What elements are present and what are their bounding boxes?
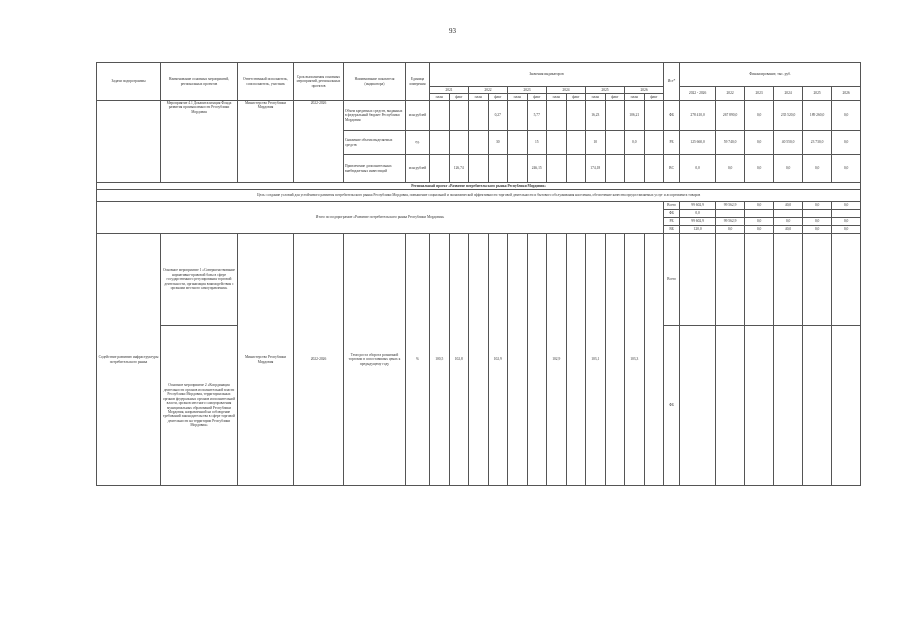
fact-label: факт	[488, 94, 508, 101]
cell-fin: 0,0	[745, 218, 774, 226]
plan-label: план	[430, 94, 450, 101]
cell-value	[644, 131, 664, 155]
cell-fin: 0,0	[832, 131, 861, 155]
cell-value	[469, 155, 489, 183]
cell-fin: 0,0	[774, 218, 803, 226]
cell-fin: 0,0	[680, 155, 716, 183]
fact-label: факт	[644, 94, 664, 101]
cell-source: ФБ	[664, 326, 680, 486]
cell-value	[644, 234, 664, 486]
cell-fin-empty	[680, 234, 716, 326]
fin-year-total: 2022 - 2026	[680, 87, 716, 101]
cell-value: 0,27	[488, 101, 508, 131]
cell-responsible: Министерство Республики Мордовия	[238, 101, 294, 183]
cell-fin: 120,0	[680, 226, 716, 234]
cell-fin: 99 562,9	[716, 202, 745, 210]
fin-year-2023: 2023	[745, 87, 774, 101]
cell-fin: 99 562,9	[716, 218, 745, 226]
cell-value	[605, 101, 625, 131]
cell-value	[547, 101, 567, 131]
cell-event: Мероприятие 4.1 Докапитализация Фонда развития промышленности Республики Мордовия	[161, 101, 238, 183]
col-unit: Единица измерения	[406, 63, 430, 101]
col-indicator: Наименование показателя (индикатора)	[344, 63, 406, 101]
cell-responsible: Министерство Республики Мордовия	[238, 234, 294, 486]
cell-fin: 267 890,0	[716, 101, 745, 131]
cell-value	[644, 101, 664, 131]
col-source: Ист*	[664, 63, 680, 101]
cell-value	[605, 131, 625, 155]
financing-table	[96, 62, 861, 486]
fact-label: факт	[605, 94, 625, 101]
cell-fin	[774, 210, 803, 218]
fact-label: факт	[449, 94, 469, 101]
cell-unit: млн рублей	[406, 155, 430, 183]
cell-fin: 0,0	[832, 218, 861, 226]
cell-task: Содействие развитию инфраструктуры потребительского рынка	[97, 234, 161, 486]
cell-value	[605, 155, 625, 183]
cell-indicator: Темп роста оборота розничной торговли в сопоставимых ценах к предыдущему году	[344, 234, 406, 486]
cell-fin: 235 520,0	[774, 101, 803, 131]
cell-value	[566, 234, 586, 486]
cell-value: 16,23	[586, 101, 606, 131]
cell-value: 174,18	[586, 155, 606, 183]
cell-value	[508, 234, 528, 486]
cell-value	[508, 155, 528, 183]
cell-value	[430, 131, 450, 155]
cell-source: РБ	[664, 131, 680, 155]
col-task: Задачи подпрограммы	[97, 63, 161, 101]
cell-value	[469, 131, 489, 155]
cell-indicator: Снижение объема выделяемых средств	[344, 131, 406, 155]
cell-fin	[716, 210, 745, 218]
year-2021: 2021	[430, 87, 469, 94]
cell-source: ВБ	[664, 226, 680, 234]
cell-value	[625, 155, 645, 183]
page-number: 93	[449, 27, 456, 35]
cell-fin: 0,0	[745, 226, 774, 234]
cell-fin: 0,0	[832, 226, 861, 234]
cell-value	[644, 155, 664, 183]
cell-value: 102,8	[449, 234, 469, 486]
cell-fin: 0,0	[832, 101, 861, 131]
cell-fin: 0,0	[832, 202, 861, 210]
year-2026: 2026	[625, 87, 664, 94]
cell-fin: 0,0	[716, 155, 745, 183]
table-row	[97, 202, 861, 210]
cell-value: 103,1	[586, 234, 606, 486]
col-financing: Финансирование, тыс. руб.	[680, 63, 861, 87]
cell-deadline: 2022-2026	[294, 101, 344, 183]
cell-source: ФБ	[664, 101, 680, 131]
cell-task-empty	[97, 101, 161, 183]
year-2024: 2024	[547, 87, 586, 94]
table-row	[97, 101, 861, 131]
cell-value: 102,9	[488, 234, 508, 486]
cell-fin: 23 730,0	[803, 131, 832, 155]
cell-fin: 0,0	[774, 155, 803, 183]
cell-fin-empty	[716, 326, 745, 486]
cell-value	[508, 101, 528, 131]
plan-label: план	[508, 94, 528, 101]
col-indicator-values: Значения индикаторов	[430, 63, 664, 87]
cell-fin-empty	[803, 326, 832, 486]
cell-value	[430, 101, 450, 131]
cell-fin	[745, 210, 774, 218]
cell-value	[547, 131, 567, 155]
fin-year-2022: 2022	[716, 87, 745, 101]
fin-year-2024: 2024	[774, 87, 803, 101]
cell-fin: 99 602,9	[680, 202, 716, 210]
cell-source: Всего	[664, 234, 680, 326]
cell-unit: млн рублей	[406, 101, 430, 131]
cell-fin: 189 260,0	[803, 101, 832, 131]
cell-source: ФБ	[664, 210, 680, 218]
cell-fin: 40 550,0	[774, 131, 803, 155]
col-events: Наименование основных мероприятий, региональных проектов	[161, 63, 238, 101]
cell-value	[449, 101, 469, 131]
cell-value: 10	[586, 131, 606, 155]
cell-value: 30	[488, 131, 508, 155]
table-row	[97, 234, 861, 326]
regional-project-heading: Региональный проект «Развитие потребительского рынка Республики Мордовия»	[97, 183, 861, 190]
cell-deadline: 2022-2026	[294, 234, 344, 486]
cell-value	[469, 234, 489, 486]
cell-value	[547, 155, 567, 183]
cell-fin: 0,0	[745, 155, 774, 183]
cell-fin: 0,0	[745, 131, 774, 155]
cell-value: 106,21	[625, 101, 645, 131]
cell-value: 5,77	[527, 101, 547, 131]
plan-label: план	[469, 94, 489, 101]
col-deadline: Срок выполнения основных мероприятий, региональных проектов	[294, 63, 344, 101]
cell-fin: 40,0	[774, 226, 803, 234]
cell-value: 246,15	[527, 155, 547, 183]
cell-fin	[803, 210, 832, 218]
cell-fin-empty	[716, 234, 745, 326]
cell-source: Всего	[664, 202, 680, 210]
cell-fin: 59 740,0	[716, 131, 745, 155]
plan-label: план	[625, 94, 645, 101]
cell-value	[527, 234, 547, 486]
cell-fin: 0,0	[832, 155, 861, 183]
cell-fin: 0,0	[745, 101, 774, 131]
cell-fin-empty	[774, 326, 803, 486]
cell-fin-empty	[832, 234, 861, 326]
fin-year-2025: 2025	[803, 87, 832, 101]
cell-value	[566, 131, 586, 155]
cell-value	[566, 101, 586, 131]
col-responsible: Ответственный исполнитель, соисполнитель, участник	[238, 63, 294, 101]
year-2022: 2022	[469, 87, 508, 94]
cell-fin: 40,0	[774, 202, 803, 210]
fact-label: факт	[566, 94, 586, 101]
cell-fin: 0,0	[803, 155, 832, 183]
goal-text: Цель: создание условий для устойчивого развития потребительского рынка Республики Мордовия, повышение социальной и экономической эффективности торговой деятельности и бытового обслуживания населения, обеспечение качества предоставляемых услуг и ассортимента товаров	[97, 190, 861, 202]
cell-fin	[832, 210, 861, 218]
cell-event: Основное мероприятие 2 «Координация деятельности органов исполнительной власти Республики Мордовия, территориальных органов федеральных органов исполнительной власти, органов местного самоуправления муниципальных образований Республики Мордовия, направленной на соблюдение требований законодательства в сфере торговой деятельности на территории Республики Мордовия»	[161, 326, 238, 486]
cell-fin-empty	[745, 326, 774, 486]
year-2025: 2025	[586, 87, 625, 94]
total-label: Итого по подпрограмме «Развитие потребительского рынка Республики Мордовия»	[97, 202, 664, 234]
cell-value	[566, 155, 586, 183]
cell-value	[469, 101, 489, 131]
cell-fin-empty	[680, 326, 716, 486]
cell-unit: %	[406, 234, 430, 486]
cell-fin-empty	[803, 234, 832, 326]
cell-event: Основное мероприятие 1 «Совершенствование нормативно-правовой базы в сфере государственного регулирования торговой деятельности, организация взаимодействия с органами местного самоуправления»	[161, 234, 238, 326]
cell-fin: 278 410,0	[680, 101, 716, 131]
cell-fin: 0,0	[745, 202, 774, 210]
cell-source: РБ	[664, 218, 680, 226]
cell-fin: 0,0	[680, 210, 716, 218]
cell-value: 103,3	[625, 234, 645, 486]
cell-value	[488, 155, 508, 183]
cell-fin: 125 660,0	[680, 131, 716, 155]
cell-source: ВС	[664, 155, 680, 183]
cell-indicator: Объем кредитных средств, выданных в федеральный бюджет Республики Мордовия	[344, 101, 406, 131]
cell-fin: 99 602,9	[680, 218, 716, 226]
cell-value: 0,0	[625, 131, 645, 155]
cell-value	[605, 234, 625, 486]
cell-value	[449, 131, 469, 155]
plan-label: план	[547, 94, 567, 101]
cell-value: 102,9	[547, 234, 567, 486]
cell-fin: 0,0	[803, 226, 832, 234]
cell-fin-empty	[745, 234, 774, 326]
cell-fin: 0,0	[716, 226, 745, 234]
cell-value: 126,74	[449, 155, 469, 183]
year-2023: 2023	[508, 87, 547, 94]
fin-year-2026: 2026	[832, 87, 861, 101]
plan-label: план	[586, 94, 606, 101]
cell-value: 100,5	[430, 234, 450, 486]
cell-fin: 0,0	[803, 218, 832, 226]
cell-fin-empty	[832, 326, 861, 486]
cell-unit: ед.	[406, 131, 430, 155]
cell-value	[430, 155, 450, 183]
cell-fin-empty	[774, 234, 803, 326]
fact-label: факт	[527, 94, 547, 101]
cell-indicator: Привлечение дополнительных внебюджетных инвестиций	[344, 155, 406, 183]
cell-fin: 0,0	[803, 202, 832, 210]
cell-value: 15	[527, 131, 547, 155]
cell-value	[508, 131, 528, 155]
